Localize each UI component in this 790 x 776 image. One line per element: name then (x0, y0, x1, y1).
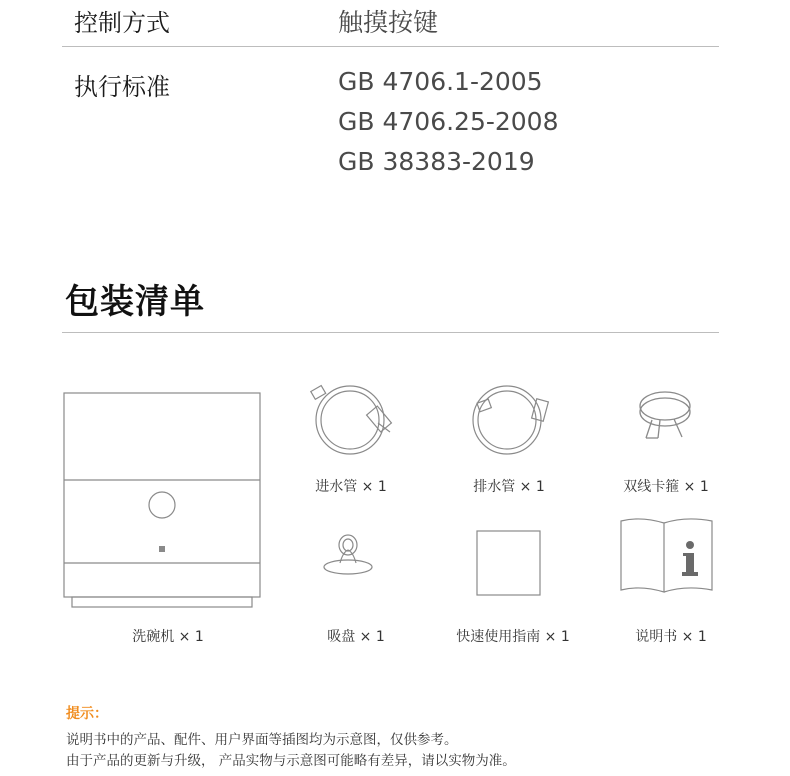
notice-line-2: 由于产品的更新与升级， 产品实物与示意图可能略有差异，请以实物为准。 (66, 753, 516, 769)
spec-value-standard-1: GB 4706.1-2005 (338, 67, 543, 96)
caption-inlet-hose: 进水管 × 1 (315, 479, 387, 495)
spec-label-standard: 执行标准 (74, 73, 170, 101)
caption-dishwasher: 洗碗机 × 1 (132, 629, 204, 645)
caption-suction-cup: 吸盘 × 1 (327, 629, 385, 645)
caption-manual: 说明书 × 1 (635, 629, 707, 645)
caption-quick-guide: 快速使用指南 × 1 (456, 629, 570, 645)
notice-line-1: 说明书中的产品、配件、用户界面等插图均为示意图，仅供参考。 (66, 732, 458, 748)
caption-wire-clamp: 双线卡箍 × 1 (623, 479, 709, 495)
spec-value-standard-2: GB 4706.25-2008 (338, 107, 559, 136)
caption-drain-hose: 排水管 × 1 (473, 479, 545, 495)
spec-value-control: 触摸按键 (338, 8, 439, 37)
spec-label-control: 控制方式 (74, 9, 170, 37)
spec-value-standard-3: GB 38383-2019 (338, 147, 535, 176)
package-list-title: 包装清单 (65, 282, 205, 322)
notice-title: 提示： (66, 706, 108, 722)
